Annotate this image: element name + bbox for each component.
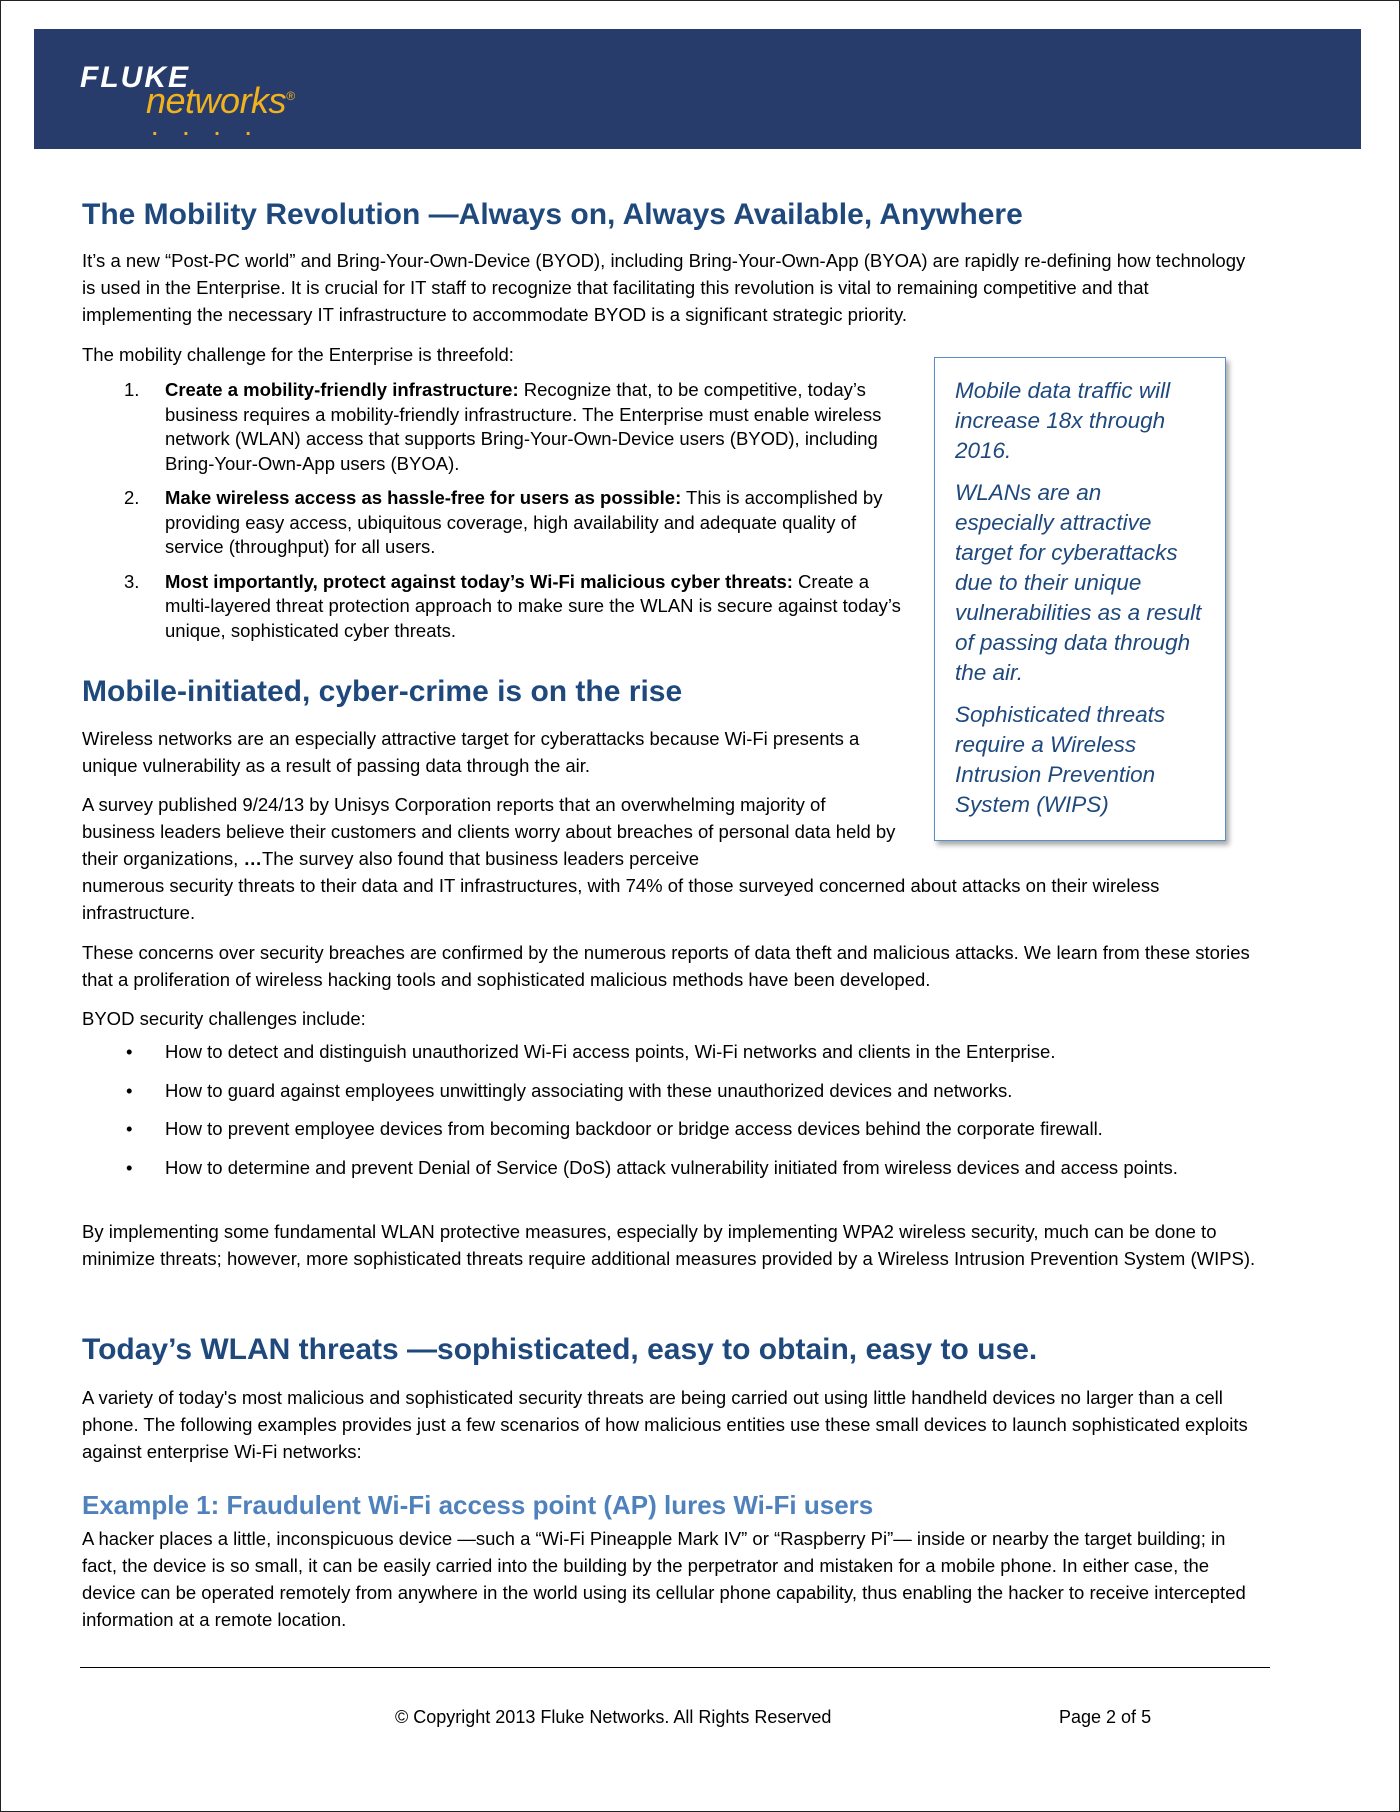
list-number: 2. xyxy=(124,487,140,508)
list-item-heading: Most importantly, protect against today’s Wi-Fi malicious cyber threats: xyxy=(165,570,793,592)
cybercrime-paragraph-2-continued: numerous security threats to their data and IT infrastructures, with 74% of those surveyed concerned about attacks on their wireless infrastructure. xyxy=(82,875,1160,923)
sidebar-text-traffic: Mobile data traffic will increase 18x through 2016. xyxy=(955,378,1171,463)
bullet-icon: • xyxy=(126,1156,133,1178)
mobility-intro-paragraph: It’s a new “Post-PC world” and Bring-Your-Own-Device (BYOD), including Bring-Your-Own-App (BYOA) are rapidly re-defining how technology is used in the Enterprise. It is crucial for IT staff to recognize that facilitating this revolution is vital to remaining competitive and that implementing the necessary IT infrastructure to accommodate BYOD is a significant strategic priority. xyxy=(82,250,1246,325)
bullet-icon: • xyxy=(126,1118,133,1139)
logo-dots: . . . . xyxy=(152,118,261,140)
list-number: 1. xyxy=(124,379,140,400)
logo-networks-word: networks xyxy=(146,80,287,121)
footer-divider xyxy=(80,1667,1270,1668)
bullet-text: How to detect and distinguish unauthorized Wi-Fi access points, Wi-Fi networks and clients in the Enterprise. xyxy=(165,1041,1056,1062)
list-item xyxy=(82,1079,1262,1104)
cybercrime-paragraph-2 xyxy=(82,791,902,872)
survey-ellipsis: … xyxy=(243,848,262,869)
list-item xyxy=(82,378,902,476)
bullet-text: How to determine and prevent Denial of Service (DoS) attack vulnerability initiated from wireless devices and access points. xyxy=(165,1156,1178,1178)
logo-networks-text xyxy=(146,80,295,121)
byod-challenges-list xyxy=(82,1040,1262,1194)
list-item xyxy=(82,1040,1262,1065)
section-title-mobility: The Mobility Revolution —Always on, Always Available, Anywhere xyxy=(82,198,1023,231)
registered-mark: ® xyxy=(286,89,295,103)
list-item-text: Recognize that, to be competitive, today’s business requires a mobility-friendly infrastructure. The Enterprise must enable wireless network (WLAN) access that supports Bring-Your-Own-Device users (BYOD), including Bring-Your-Own-App users (BYOA). xyxy=(165,379,882,474)
bullet-icon: • xyxy=(126,1041,133,1062)
cybercrime-paragraph-1: Wireless networks are an especially attractive target for cyberattacks because Wi-Fi presents a unique vulnerability as a result of passing data through the air. xyxy=(82,728,860,776)
list-number: 3. xyxy=(124,570,140,592)
sidebar-callout xyxy=(934,357,1226,841)
header-banner xyxy=(34,29,1361,149)
wlan-threats-paragraph: A variety of today's most malicious and sophisticated security threats are being carried out using little handheld devices no larger than a cell phone. The following examples provides just a few scenarios of how malicious entities use these small devices to launch sophisticated exploits against enterprise Wi-Fi networks: xyxy=(82,1387,1248,1462)
list-item xyxy=(82,486,902,560)
bullet-text: How to prevent employee devices from becoming backdoor or bridge access devices behind the corporate firewall. xyxy=(165,1118,1103,1139)
footer-copyright: © Copyright 2013 Fluke Networks. All Rights Reserved xyxy=(395,1707,832,1727)
sidebar-text-wips: Sophisticated threats require a Wireless Intrusion Prevention System (WIPS) xyxy=(955,702,1166,817)
byod-challenges-lead: BYOD security challenges include: xyxy=(82,1008,366,1029)
section-title-wlan-threats: Today’s WLAN threats —sophisticated, easy to obtain, easy to use. xyxy=(82,1333,1038,1366)
list-item-text: This is accomplished by providing easy access, ubiquitous coverage, high availability and adequate quality of service (throughput) for all users. xyxy=(165,487,883,557)
mobility-challenge-lead: The mobility challenge for the Enterprise is threefold: xyxy=(82,344,514,365)
bullet-text: How to guard against employees unwittingly associating with these unauthorized devices and networks. xyxy=(165,1079,1013,1101)
survey-text-a: A survey published 9/24/13 by Unisys Corporation reports that an overwhelming majority of business leaders believe their customers and clients worry about breaches of personal data held by their organizations, xyxy=(82,794,896,869)
list-item-heading: Create a mobility-friendly infrastructure: xyxy=(165,379,519,400)
list-item xyxy=(82,1156,1262,1181)
list-item-text: Create a multi-layered threat protection approach to make sure the WLAN is secure against today’s unique, sophisticated cyber threats. xyxy=(165,570,901,641)
wips-closing-paragraph: By implementing some fundamental WLAN protective measures, especially by implementing WPA2 wireless security, much can be done to minimize threats; however, more sophisticated threats require additional measures provided by a Wireless Intrusion Prevention System (WIPS). xyxy=(82,1221,1256,1269)
mobility-challenge-list xyxy=(82,378,902,653)
list-item xyxy=(82,1117,1262,1142)
footer-page-number: Page 2 of 5 xyxy=(1059,1707,1152,1727)
example-1-title: Example 1: Fraudulent Wi-Fi access point (AP) lures Wi-Fi users xyxy=(82,1490,874,1520)
cybercrime-paragraph-3: These concerns over security breaches are confirmed by the numerous reports of data theft and malicious attacks. We learn from these stories that a proliferation of wireless hacking tools and sophisticated malicious methods have been developed. xyxy=(82,942,1250,990)
list-item-heading: Make wireless access as hassle-free for users as possible: xyxy=(165,487,682,508)
section-title-cybercrime: Mobile-initiated, cyber-crime is on the rise xyxy=(82,675,683,708)
bullet-icon: • xyxy=(126,1079,133,1101)
sidebar-text-wlans: WLANs are an especially attractive target for cyberattacks due to their unique vulnerabilities as a result of passing data through the air. xyxy=(955,480,1202,685)
survey-text-b: The survey also found that business leaders perceive xyxy=(261,848,700,869)
list-item xyxy=(82,570,902,644)
logo-fluke-text: FLUKE xyxy=(80,61,190,94)
example-1-paragraph: A hacker places a little, inconspicuous device —such a “Wi-Fi Pineapple Mark IV” or “Raspberry Pi”— inside or nearby the target building; in fact, the device is so small, it can be easily carried into the building by the perpetrator and mistaken for a mobile phone. In either case, the device can be operated remotely from anywhere in the world using its cellular phone capability, thus enabling the hacker to receive intercepted information at a remote location. xyxy=(82,1528,1246,1630)
